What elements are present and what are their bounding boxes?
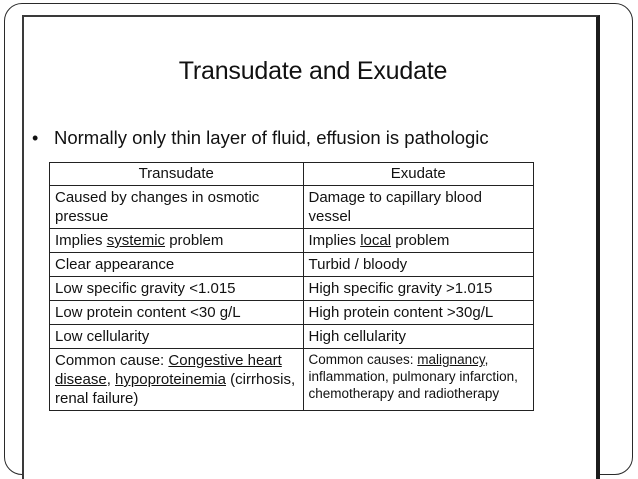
cell-exudate — [303, 301, 534, 325]
cell-exudate — [303, 229, 534, 253]
cell-text: High cellularity — [308, 328, 407, 345]
cell-exudate — [303, 277, 534, 301]
underlined-term: systemic — [106, 232, 166, 249]
table-row — [50, 253, 534, 277]
cell-exudate — [303, 186, 534, 229]
cell-transudate — [50, 349, 304, 411]
cell-text: Implies — [308, 232, 361, 249]
cell-text: Common cause: — [55, 352, 169, 369]
underlined-term: Congestive heart disease — [55, 352, 282, 388]
cell-transudate — [50, 186, 304, 229]
cell-text: Turbid / bloody — [308, 256, 408, 273]
cell-transudate — [50, 325, 304, 349]
cell-text: Clear appearance — [55, 256, 175, 273]
cell-text: Common causes: — [308, 352, 418, 367]
header-transudate: Transudate — [50, 163, 304, 186]
cell-transudate — [50, 229, 304, 253]
table-row — [50, 277, 534, 301]
cell-transudate — [50, 277, 304, 301]
cell-text: problem — [165, 232, 224, 249]
cell-text: , inflammation, pulmonary infarction, chemotherapy and radiotherapy — [308, 352, 518, 401]
table-row — [50, 325, 534, 349]
table-header-row — [50, 163, 534, 186]
cell-exudate — [303, 325, 534, 349]
cell-text: (cirrhosis, renal failure) — [55, 371, 296, 407]
cell-text: High specific gravity >1.015 — [308, 280, 493, 297]
cell-text: problem — [391, 232, 450, 249]
cell-transudate — [50, 253, 304, 277]
table-row — [50, 349, 534, 411]
cell-text: Damage to capillary blood vessel — [308, 189, 482, 225]
cell-text: Implies — [55, 232, 107, 249]
cell-text: , — [106, 371, 116, 388]
cell-text: Low protein content <30 g/L — [55, 304, 241, 321]
cell-exudate — [303, 253, 534, 277]
underlined-term: local — [360, 232, 392, 249]
cell-text: Low cellularity — [55, 328, 150, 345]
bullet-text: Normally only thin layer of fluid, effusion is pathologic — [54, 127, 489, 148]
underlined-term: hypoproteinemia — [115, 371, 226, 388]
underlined-term: malignancy — [417, 352, 485, 367]
cell-text: High protein content >30g/L — [308, 304, 494, 321]
table-row — [50, 301, 534, 325]
cell-text: Low specific gravity <1.015 — [55, 280, 236, 297]
table-row — [50, 229, 534, 253]
cell-transudate — [50, 301, 304, 325]
header-exudate: Exudate — [303, 163, 534, 186]
cell-text: Caused by changes in osmotic pressue — [55, 189, 260, 225]
bullet-icon: • — [32, 128, 39, 148]
comparison-table — [49, 162, 534, 411]
slide-title: Transudate and Exudate — [178, 57, 448, 85]
table-row — [50, 186, 534, 229]
slide-page — [22, 15, 600, 479]
cell-exudate — [303, 349, 534, 411]
bullet-point — [32, 127, 489, 149]
